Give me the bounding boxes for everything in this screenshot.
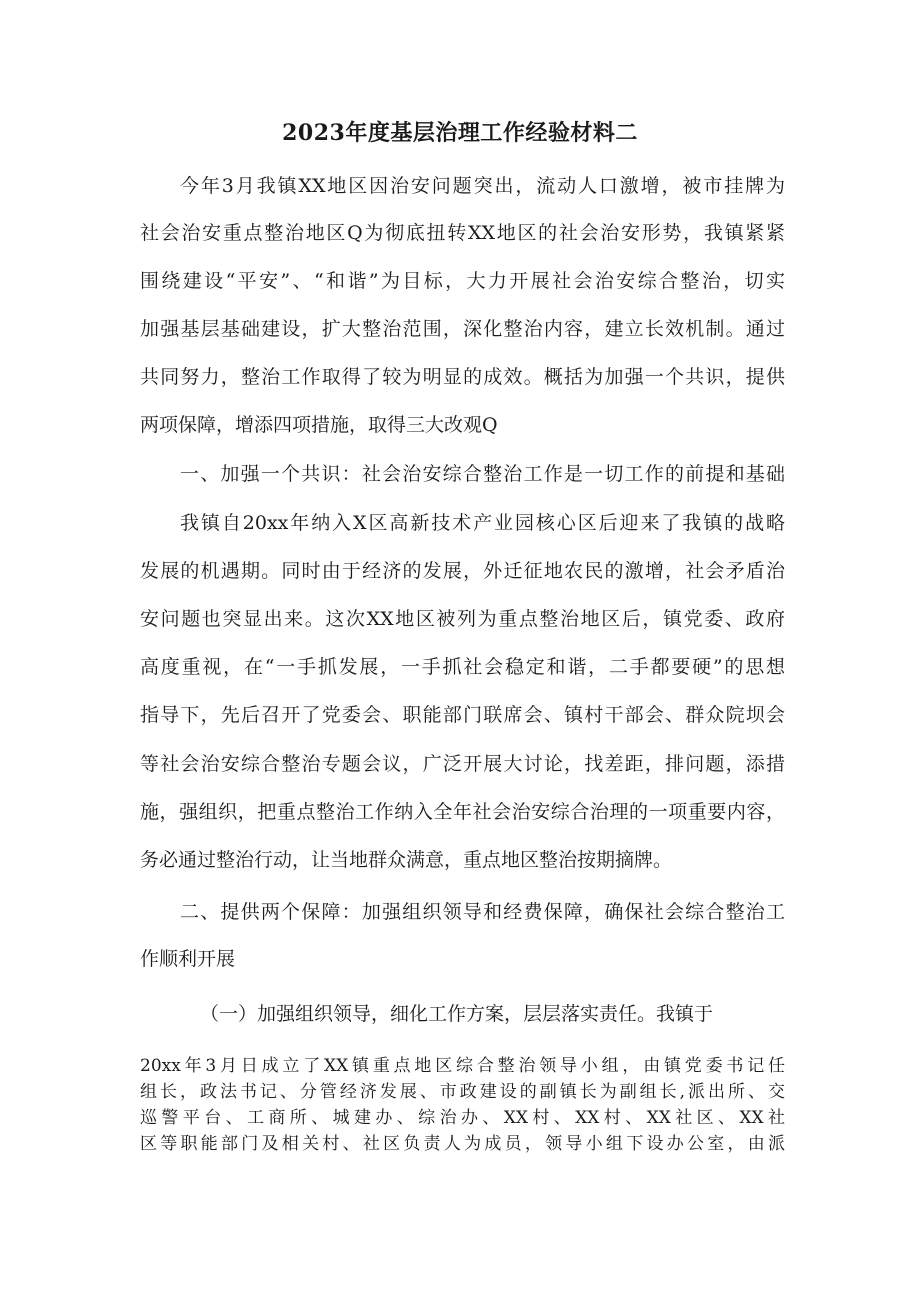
section1-line: 指导下，先后召开了党委会、职能部门联席会、镇村干部会、群众院坝会 [140,704,785,726]
section1-line: 施，强组织，把重点整治工作纳入全年社会治安综合治理的一项重要内容， [140,801,785,823]
subsection-heading-1: （一）加强组织领导，细化工作方案，层层落实责任。我镇于 [200,1003,714,1025]
section1-line: 高度重视，在“一手抓发展，一手抓社会稳定和谐，二手都要硬”的思想 [140,656,785,678]
intro-line: 今年3月我镇XX地区因治安问题突出，流动人口激增，被市挂牌为 [180,175,785,197]
section1-line: 我镇自20xx年纳入X区高新技术产业园核心区后迎来了我镇的战略 [180,512,785,534]
section-heading-2-cont: 作顺利开展 [140,948,236,970]
subsection1-line: 区等职能部门及相关村、社区负责人为成员，领导小组下设办公室，由派 [140,1134,785,1154]
intro-line: 两项保障，增添四项措施，取得三大改观Q [140,414,498,436]
subsection1-line: 组长，政法书记、分管经济发展、市政建设的副镇长为副组长,派出所、交 [140,1082,785,1102]
section-heading-2: 二、提供两个保障：加强组织领导和经费保障，确保社会综合整治工 [180,901,785,923]
intro-line: 加强基层基础建设，扩大整治范围，深化整治内容，建立长效机制。通过 [140,318,785,340]
section1-line: 务必通过整治行动，让当地群众满意，重点地区整治按期摘牌。 [140,849,673,871]
intro-line: 社会治安重点整治地区Q为彻底扭转XX地区的社会治安形势，我镇紧紧 [140,222,785,244]
subsection1-line: 巡警平台、工商所、城建办、综治办、XX村、XX村、XX社区、XX社 [140,1108,785,1128]
section-heading-1: 一、加强一个共识：社会治安综合整治工作是一切工作的前提和基础 [180,463,785,485]
subsection1-line: 20xx年3月日成立了XX镇重点地区综合整治领导小组，由镇党委书记任 [140,1056,785,1076]
section1-line: 发展的机遇期。同时由于经济的发展，外迁征地农民的激增，社会矛盾治 [140,560,785,582]
document-title: 2023年度基层治理工作经验材料二 [282,120,638,146]
section1-line: 安问题也突显出来。这次XX地区被列为重点整治地区后，镇党委、政府 [140,608,785,630]
section1-line: 等社会治安综合整治专题会议，广泛开展大讨论，找差距，排问题，添措 [140,753,785,775]
intro-line: 共同努力，整治工作取得了较为明显的成效。概括为加强一个共识，提供 [140,366,785,388]
intro-line: 围绕建设“平安”、“和谐”为目标，大力开展社会治安综合整治，切实 [140,270,785,292]
